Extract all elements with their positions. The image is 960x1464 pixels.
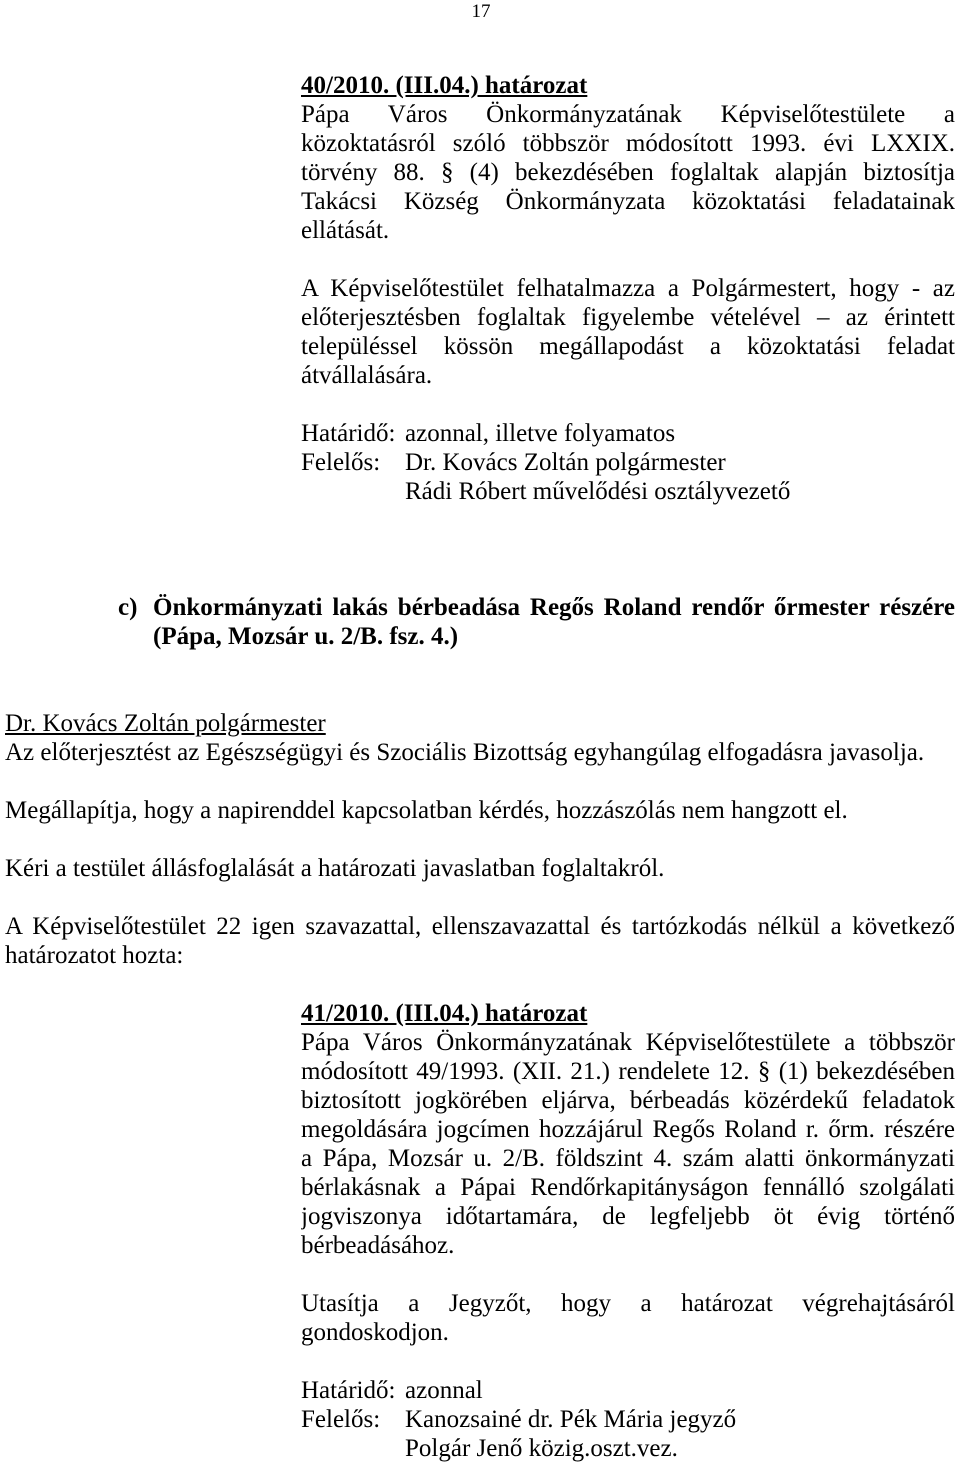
resolution-41-body-line: megoldására jogcímen hozzájárul Regős Roland r. őrm. részére — [301, 1116, 955, 1143]
resolution-41-body-line: a Pápa, Mozsár u. 2/B. földszint 4. szám alatti önkormányzati — [301, 1145, 955, 1172]
responsible-person: Rádi Róbert művelődési osztályvezető — [405, 478, 791, 505]
vote-result-line: határozatot hozta: — [5, 942, 184, 969]
resolution-40-authorization-line: A Képviselőtestület felhatalmazza a Polgármestert, hogy - az — [301, 275, 955, 302]
resolution-41-body-line: jogviszonya időtartamára, de legfeljebb öt évig történő — [301, 1203, 955, 1230]
resolution-41-instruction-line: Utasítja a Jegyzőt, hogy a határozat végrehajtásáról — [301, 1290, 955, 1317]
responsible-label: Felelős: — [301, 449, 381, 476]
resolution-41-body-line: módosított 49/1993. (XII. 21.) rendelete 12. § (1) bekezdésében — [301, 1058, 955, 1085]
resolution-40-authorization-line: településsel kössön megállapodást a közoktatási feladat — [301, 333, 955, 360]
resolution-40-body-line: törvény 88. § (4) bekezdésében foglaltak alapján biztosítja — [301, 159, 955, 186]
deadline-value: azonnal, illetve folyamatos — [405, 420, 676, 447]
resolution-40-body-line: közoktatásról szóló többször módosított 1993. évi LXXIX. — [301, 130, 955, 157]
resolution-40-title: 40/2010. (III.04.) határozat — [301, 72, 588, 99]
vote-request: Kéri a testület állásfoglalását a határozati javaslatban foglaltakról. — [5, 855, 665, 882]
agenda-item-title-line: (Pápa, Mozsár u. 2/B. fsz. 4.) — [153, 623, 459, 650]
deadline-label: Határidő: — [301, 420, 396, 447]
resolution-41-deadline — [301, 1377, 955, 1405]
responsible-person: Kanozsainé dr. Pék Mária jegyző — [405, 1406, 737, 1433]
resolution-41-title: 41/2010. (III.04.) határozat — [301, 1000, 588, 1027]
committee-recommendation: Az előterjesztést az Egészségügyi és Szociális Bizottság egyhangúlag elfogadásra javasolja. — [5, 739, 925, 766]
agenda-item-marker: c) — [118, 594, 138, 621]
resolution-41-body-line: bérbeadásához. — [301, 1232, 455, 1259]
presenter: Dr. Kovács Zoltán polgármester — [5, 710, 326, 737]
resolution-40-authorization-line: átvállalására. — [301, 362, 433, 389]
discussion-note: Megállapítja, hogy a napirenddel kapcsolatban kérdés, hozzászólás nem hangzott el. — [5, 797, 848, 824]
resolution-41-responsible — [301, 1406, 955, 1434]
resolution-40-body-line: Pápa Város Önkormányzatának Képviselőtestülete a — [301, 101, 955, 128]
vote-result-line: A Képviselőtestület 22 igen szavazattal, ellenszavazattal és tartózkodás nélkül a következő — [5, 913, 955, 940]
resolution-40-deadline — [301, 420, 955, 448]
resolution-41-body-line: bérlakásnak a Pápai Rendőrkapitányságon fennálló szolgálati — [301, 1174, 955, 1201]
agenda-item-title-line: Önkormányzati lakás bérbeadása Regős Roland rendőr őrmester részére — [153, 594, 955, 621]
resolution-40-body-line: Takácsi Község Önkormányzata közoktatási feladatainak — [301, 188, 955, 215]
resolution-40-responsible — [301, 449, 955, 477]
resolution-41-instruction-line: gondoskodjon. — [301, 1319, 449, 1346]
deadline-label: Határidő: — [301, 1377, 396, 1404]
responsible-person: Polgár Jenő közig.oszt.vez. — [405, 1435, 678, 1462]
resolution-41-body-line: Pápa Város Önkormányzatának Képviselőtestülete a többször — [301, 1029, 955, 1056]
resolution-40-body-line: ellátását. — [301, 217, 390, 244]
page-number: 17 — [471, 1, 491, 22]
deadline-value: azonnal — [405, 1377, 483, 1404]
responsible-label: Felelős: — [301, 1406, 381, 1433]
resolution-40-authorization-line: előterjesztésben foglaltak figyelembe vételével – az érintett — [301, 304, 955, 331]
responsible-person: Dr. Kovács Zoltán polgármester — [405, 449, 726, 476]
resolution-41-body-line: biztosított jogkörében eljárva, bérbeadás közérdekű feladatok — [301, 1087, 955, 1114]
